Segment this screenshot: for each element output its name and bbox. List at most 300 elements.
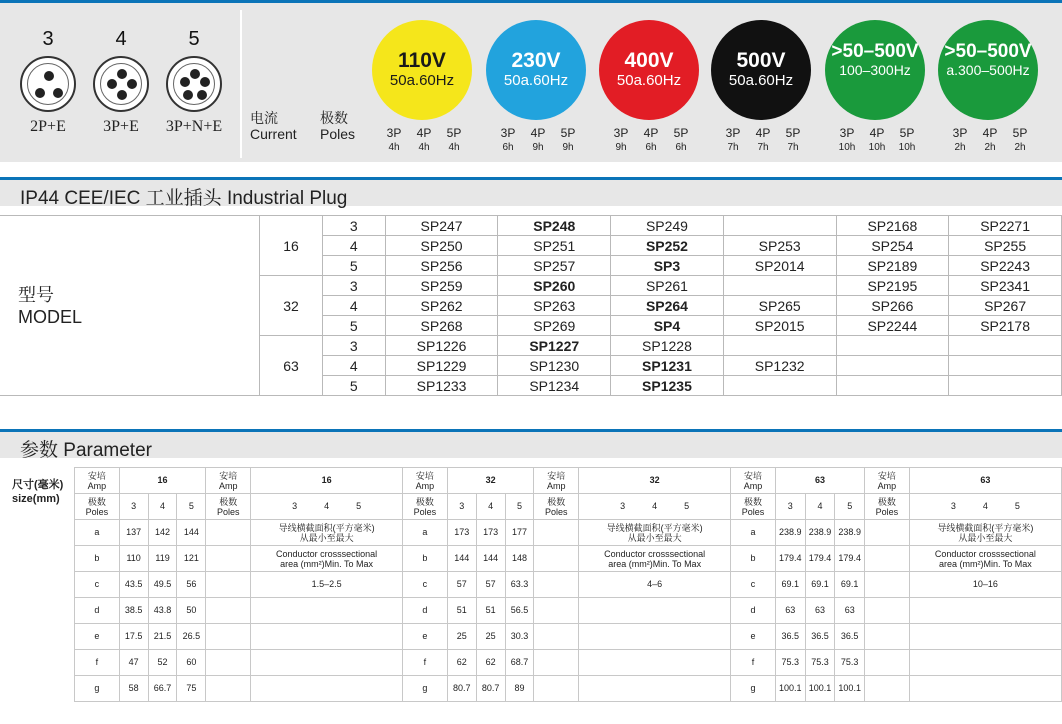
plug-face-icon	[166, 56, 222, 112]
conductor-range: 10–16	[909, 572, 1061, 598]
amp-label	[534, 468, 579, 494]
dimension-value: 51	[447, 598, 476, 624]
pole-label: 4P	[755, 126, 771, 140]
amp-label-cn: 安培	[547, 470, 566, 481]
pole-number: 3	[447, 494, 476, 520]
amp-cell: 32	[260, 276, 323, 336]
param-header-amp-row	[75, 468, 1062, 494]
poles-label-en: Poles	[85, 506, 109, 517]
clock-position-label: 4h	[448, 142, 460, 153]
conductor-line4: area (mm²)Min. To Max	[938, 558, 1032, 569]
clock-position-label: 2h	[1014, 142, 1026, 153]
pole-label: 4P	[982, 126, 998, 140]
plug-pin-dot	[180, 77, 190, 87]
model-code-cell: SP254	[836, 236, 949, 256]
plug-face-icon	[93, 56, 149, 112]
model-code-cell	[949, 336, 1062, 356]
conductor-spacer	[534, 572, 579, 598]
model-code-cell: SP3	[611, 256, 724, 276]
conductor-line4: area (mm²)Min. To Max	[608, 558, 702, 569]
empty-cell	[251, 624, 403, 650]
voltage-poles-row	[379, 126, 479, 140]
empty-cell	[206, 624, 251, 650]
dimension-value: 62	[476, 650, 505, 676]
clock-position-label: 7h	[757, 142, 769, 153]
plug-face-ring	[100, 63, 142, 105]
empty-cell	[909, 676, 1061, 702]
dimension-value: 75.3	[835, 650, 865, 676]
clock-position-label: 9h	[532, 142, 544, 153]
empty-cell	[534, 598, 579, 624]
dimension-value: 100.1	[835, 676, 865, 702]
conductor-line1: 导线横截面积(平方毫米)	[278, 522, 375, 533]
dimension-value: 179.4	[775, 546, 805, 572]
model-code-cell: SP265	[723, 296, 836, 316]
voltage-badge	[825, 20, 925, 120]
model-code-cell: SP252	[611, 236, 724, 256]
amp-label-en: Amp	[415, 480, 435, 491]
pole-label: 5P	[785, 126, 801, 140]
poles-label-cn: 极数	[547, 496, 566, 507]
plug-pin-dot	[35, 88, 45, 98]
clock-position-label: 4h	[388, 142, 400, 153]
dimension-value: 57	[476, 572, 505, 598]
clock-position-label: 6h	[502, 142, 514, 153]
amp-label-cn: 安培	[415, 470, 434, 481]
model-code-cell: SP2014	[723, 256, 836, 276]
poles-cell: 3	[322, 216, 385, 236]
dimension-key: f	[403, 650, 448, 676]
plug-diagram-3-pin	[18, 28, 78, 136]
pole-label: 5P	[899, 126, 915, 140]
model-code-cell: SP1233	[385, 376, 498, 396]
dimension-value: 121	[177, 546, 206, 572]
pole-label: 5P	[673, 126, 689, 140]
dimension-value: 75.3	[775, 650, 805, 676]
plug-pin-count: 3	[42, 28, 54, 50]
dimension-key: a	[75, 520, 120, 546]
conductor-range: 1.5–2.5	[251, 572, 403, 598]
poles-label-en: Poles	[875, 506, 899, 517]
model-code-cell: SP255	[949, 236, 1062, 256]
voltage-hour-row	[832, 142, 932, 153]
pole-number: 5	[177, 494, 206, 520]
plug-configuration-label: 3P+N+E	[165, 118, 223, 135]
section-title-parameter: 参数 Parameter	[20, 440, 152, 461]
model-code-cell: SP1227	[498, 336, 611, 356]
conductor-spacer	[865, 520, 910, 546]
dimension-value: 38.5	[119, 598, 148, 624]
current-label-en: Current	[250, 126, 297, 142]
banner-divider	[240, 10, 242, 158]
dimension-value: 144	[447, 546, 476, 572]
model-code-cell	[949, 376, 1062, 396]
dimension-value: 17.5	[119, 624, 148, 650]
empty-cell	[251, 598, 403, 624]
dimension-value: 66.7	[148, 676, 177, 702]
conductor-label-en	[579, 546, 731, 572]
empty-cell	[909, 650, 1061, 676]
empty-cell	[534, 624, 579, 650]
dimension-key: e	[75, 624, 120, 650]
size-label	[12, 478, 63, 506]
frequency-value: 100–300Hz	[839, 62, 911, 78]
dimension-key: c	[75, 572, 120, 598]
dimension-value: 75	[177, 676, 206, 702]
dimension-key: a	[731, 520, 776, 546]
poles-label	[75, 494, 120, 520]
poles-label	[403, 494, 448, 520]
model-code-cell: SP1235	[611, 376, 724, 396]
pole-label: 3P	[500, 126, 516, 140]
dimension-value: 110	[119, 546, 148, 572]
pole-label: 4P	[416, 126, 432, 140]
poles-cell: 5	[322, 256, 385, 276]
poles-label-en: Poles	[216, 506, 240, 517]
clock-position-label: 10h	[838, 142, 856, 153]
empty-cell	[206, 676, 251, 702]
voltage-badge	[599, 20, 699, 120]
voltage-value: 230V	[511, 49, 561, 72]
poles-label-cn: 极数	[415, 496, 434, 507]
conductor-spacer	[865, 546, 910, 572]
amp-label	[731, 468, 776, 494]
section-bar-parameter	[0, 429, 1062, 458]
amp-label-en: Amp	[218, 480, 238, 491]
dimension-value: 58	[119, 676, 148, 702]
model-code-cell: SP263	[498, 296, 611, 316]
param-row-b	[75, 546, 1062, 572]
model-code-cell: SP248	[498, 216, 611, 236]
conductor-line3: Conductor crosssectional	[276, 548, 378, 559]
plug-pin-dot	[107, 79, 117, 89]
plug-pin-dot	[53, 88, 63, 98]
amp-label-en: Amp	[743, 480, 763, 491]
amp-value: 63	[909, 468, 1061, 494]
empty-cell	[534, 676, 579, 702]
conductor-line1: 导线横截面积(平方毫米)	[606, 522, 703, 533]
pole-number: 4	[148, 494, 177, 520]
dimension-value: 148	[505, 546, 534, 572]
pole-label: 3P	[725, 126, 741, 140]
dimension-value: 57	[447, 572, 476, 598]
frequency-value: 50a.60Hz	[389, 72, 455, 89]
size-label-cn: 尺寸(毫米)	[12, 479, 64, 491]
param-header-poles-row	[75, 494, 1062, 520]
conductor-spacer	[865, 572, 910, 598]
clock-position-label: 9h	[615, 142, 627, 153]
dimension-value: 238.9	[835, 520, 865, 546]
poles-label-en: Poles	[413, 506, 437, 517]
model-label-cn: 型号	[18, 284, 54, 305]
poles-cell: 3	[322, 276, 385, 296]
dimension-value: 25	[476, 624, 505, 650]
dimension-key: d	[731, 598, 776, 624]
model-code-cell: SP269	[498, 316, 611, 336]
pole-label: 4P	[869, 126, 885, 140]
conductor-spacer	[206, 520, 251, 546]
dimension-value: 25	[447, 624, 476, 650]
dimension-value: 52	[148, 650, 177, 676]
dimension-value: 80.7	[476, 676, 505, 702]
amp-value: 63	[775, 468, 864, 494]
poles-cell: 5	[322, 316, 385, 336]
pole-number: 5	[356, 501, 362, 511]
amp-label-en: Amp	[87, 480, 107, 491]
param-row-g	[75, 676, 1062, 702]
poles-label-en: Poles	[320, 126, 356, 142]
model-code-cell: SP2195	[836, 276, 949, 296]
dimension-value: 144	[476, 546, 505, 572]
plug-pin-dot	[44, 71, 54, 81]
dimension-value: 238.9	[805, 520, 835, 546]
dimension-value: 137	[119, 520, 148, 546]
pole-label: 3P	[839, 126, 855, 140]
amp-label-en: Amp	[547, 480, 566, 491]
poles-label-cn: 极数	[744, 496, 763, 507]
model-code-cell: SP2244	[836, 316, 949, 336]
conductor-range: 4–6	[579, 572, 731, 598]
dimension-value: 75.3	[805, 650, 835, 676]
dimension-key: a	[403, 520, 448, 546]
dimension-key: g	[403, 676, 448, 702]
dimension-value: 60	[177, 650, 206, 676]
model-code-cell: SP267	[949, 296, 1062, 316]
pole-numbers	[251, 494, 403, 520]
pole-number: 3	[775, 494, 805, 520]
voltage-value: >50–500V	[944, 41, 1032, 62]
voltage-poles-row	[493, 126, 593, 140]
amp-label-cn: 安培	[87, 470, 106, 481]
poles-label-cn: 极数	[219, 496, 238, 507]
param-row-d	[75, 598, 1062, 624]
voltage-value: 400V	[624, 49, 674, 72]
dimension-key: e	[403, 624, 448, 650]
model-code-cell: SP253	[723, 236, 836, 256]
conductor-spacer	[206, 546, 251, 572]
conductor-line4: area (mm²)Min. To Max	[280, 558, 373, 569]
model-code-cell	[723, 336, 836, 356]
frequency-value: 50a.60Hz	[503, 72, 569, 89]
dimension-value: 177	[505, 520, 534, 546]
pole-numbers	[579, 494, 731, 520]
plug-pin-count: 5	[188, 28, 200, 50]
section-title-industrial-plug: IP44 CEE/IEC 工业插头 Industrial Plug	[20, 188, 348, 209]
voltage-poles-row	[832, 126, 932, 140]
model-code-cell	[836, 356, 949, 376]
voltage-poles-row	[945, 126, 1045, 140]
voltage-badge	[711, 20, 811, 120]
voltage-poles-row	[606, 126, 706, 140]
pole-number: 4	[652, 501, 658, 511]
pole-number: 3	[620, 501, 626, 511]
clock-position-label: 7h	[727, 142, 739, 153]
amp-label-cn: 安培	[219, 470, 238, 481]
clock-position-label: 4h	[418, 142, 430, 153]
parameter-table	[74, 467, 1062, 702]
poles-label	[206, 494, 251, 520]
pole-label: 4P	[530, 126, 546, 140]
dimension-key: d	[403, 598, 448, 624]
plug-face-ring	[173, 63, 215, 105]
size-label-en: size(mm)	[12, 493, 60, 505]
dimension-key: b	[731, 546, 776, 572]
amp-value: 16	[119, 468, 206, 494]
amp-label	[865, 468, 910, 494]
model-code-cell	[723, 376, 836, 396]
conductor-line1: 导线横截面积(平方毫米)	[937, 522, 1034, 533]
poles-label	[534, 494, 579, 520]
conductor-line2: 从最小至最大	[627, 532, 682, 543]
model-code-cell: SP260	[498, 276, 611, 296]
pole-label: 3P	[613, 126, 629, 140]
poles-cell: 3	[322, 336, 385, 356]
dimension-value: 36.5	[835, 624, 865, 650]
dimension-value: 69.1	[805, 572, 835, 598]
model-code-cell	[949, 356, 1062, 376]
model-code-cell: SP251	[498, 236, 611, 256]
dimension-key: c	[403, 572, 448, 598]
empty-cell	[206, 598, 251, 624]
dimension-key: g	[731, 676, 776, 702]
amp-label	[75, 468, 120, 494]
model-code-cell: SP259	[385, 276, 498, 296]
plug-pin-dot	[183, 90, 193, 100]
conductor-spacer	[534, 520, 579, 546]
dimension-key: e	[731, 624, 776, 650]
model-label-en: MODEL	[18, 306, 83, 327]
model-code-cell: SP249	[611, 216, 724, 236]
poles-label-cn: 极数	[87, 496, 106, 507]
plug-diagram-4-pin	[91, 28, 151, 136]
dimension-value: 63.3	[505, 572, 534, 598]
model-code-cell: SP1229	[385, 356, 498, 376]
poles-label	[731, 494, 776, 520]
voltage-hour-row	[606, 142, 706, 153]
poles-cell: 4	[322, 356, 385, 376]
dimension-key: g	[75, 676, 120, 702]
voltage-hour-row	[945, 142, 1045, 153]
model-code-cell	[836, 376, 949, 396]
amp-label-en: Amp	[877, 480, 897, 491]
pole-label: 5P	[560, 126, 576, 140]
dimension-value: 36.5	[805, 624, 835, 650]
dimension-value: 51	[476, 598, 505, 624]
dimension-value: 26.5	[177, 624, 206, 650]
clock-position-label: 2h	[954, 142, 966, 153]
model-code-cell: SP4	[611, 316, 724, 336]
dimension-value: 47	[119, 650, 148, 676]
dimension-key: d	[75, 598, 120, 624]
dimension-value: 62	[447, 650, 476, 676]
param-row-e	[75, 624, 1062, 650]
pole-number: 5	[505, 494, 534, 520]
model-code-cell: SP1226	[385, 336, 498, 356]
model-code-cell: SP2243	[949, 256, 1062, 276]
model-table	[0, 215, 1062, 396]
model-code-cell: SP266	[836, 296, 949, 316]
voltage-badge	[938, 20, 1038, 120]
model-code-cell	[723, 276, 836, 296]
model-code-cell: SP2168	[836, 216, 949, 236]
pole-number: 4	[982, 501, 988, 511]
conductor-line3: Conductor crosssectional	[604, 548, 706, 559]
param-row-a	[75, 520, 1062, 546]
empty-cell	[865, 650, 910, 676]
dimension-value: 36.5	[775, 624, 805, 650]
pole-number: 5	[1014, 501, 1020, 511]
poles-cell: 4	[322, 236, 385, 256]
amp-value: 32	[579, 468, 731, 494]
dimension-key: f	[75, 650, 120, 676]
pole-label: 4P	[643, 126, 659, 140]
dimension-value: 173	[476, 520, 505, 546]
model-code-cell: SP261	[611, 276, 724, 296]
dimension-value: 30.3	[505, 624, 534, 650]
model-code-cell: SP2015	[723, 316, 836, 336]
dimension-value: 68.7	[505, 650, 534, 676]
dimension-key: f	[731, 650, 776, 676]
voltage-value: >50–500V	[831, 41, 919, 62]
pole-numbers	[909, 494, 1061, 520]
empty-cell	[865, 624, 910, 650]
voltage-value: 500V	[736, 49, 786, 72]
dimension-key: b	[75, 546, 120, 572]
amp-label-cn: 安培	[877, 470, 896, 481]
pole-number: 5	[684, 501, 690, 511]
model-code-cell: SP264	[611, 296, 724, 316]
model-code-cell: SP250	[385, 236, 498, 256]
model-code-cell: SP2271	[949, 216, 1062, 236]
model-code-cell: SP1230	[498, 356, 611, 376]
plug-pin-dot	[190, 69, 200, 79]
model-code-cell: SP1234	[498, 376, 611, 396]
model-code-cell: SP247	[385, 216, 498, 236]
plug-face-ring	[27, 63, 69, 105]
model-code-cell	[723, 216, 836, 236]
model-row	[0, 216, 1062, 236]
model-label	[0, 216, 260, 396]
empty-cell	[251, 650, 403, 676]
clock-position-label: 9h	[562, 142, 574, 153]
frequency-value: 50a.60Hz	[616, 72, 682, 89]
conductor-line3: Conductor crosssectional	[934, 548, 1036, 559]
conductor-label-en	[909, 546, 1061, 572]
amp-label-cn: 安培	[744, 470, 763, 481]
dimension-value: 69.1	[775, 572, 805, 598]
clock-position-label: 10h	[898, 142, 916, 153]
dimension-value: 63	[775, 598, 805, 624]
model-code-cell: SP1228	[611, 336, 724, 356]
param-row-c	[75, 572, 1062, 598]
model-code-cell: SP257	[498, 256, 611, 276]
plug-pin-dot	[117, 90, 127, 100]
dimension-value: 56	[177, 572, 206, 598]
pole-number: 4	[805, 494, 835, 520]
voltage-hour-row	[718, 142, 818, 153]
dimension-value: 179.4	[835, 546, 865, 572]
clock-position-label: 6h	[645, 142, 657, 153]
pole-label: 3P	[952, 126, 968, 140]
dimension-value: 179.4	[805, 546, 835, 572]
pole-number: 4	[324, 501, 330, 511]
conductor-label-en	[251, 546, 403, 572]
pole-label: 5P	[1012, 126, 1028, 140]
dimension-key: b	[403, 546, 448, 572]
plug-diagram-5-pin	[164, 28, 224, 136]
model-code-cell	[836, 336, 949, 356]
clock-position-label: 10h	[868, 142, 886, 153]
